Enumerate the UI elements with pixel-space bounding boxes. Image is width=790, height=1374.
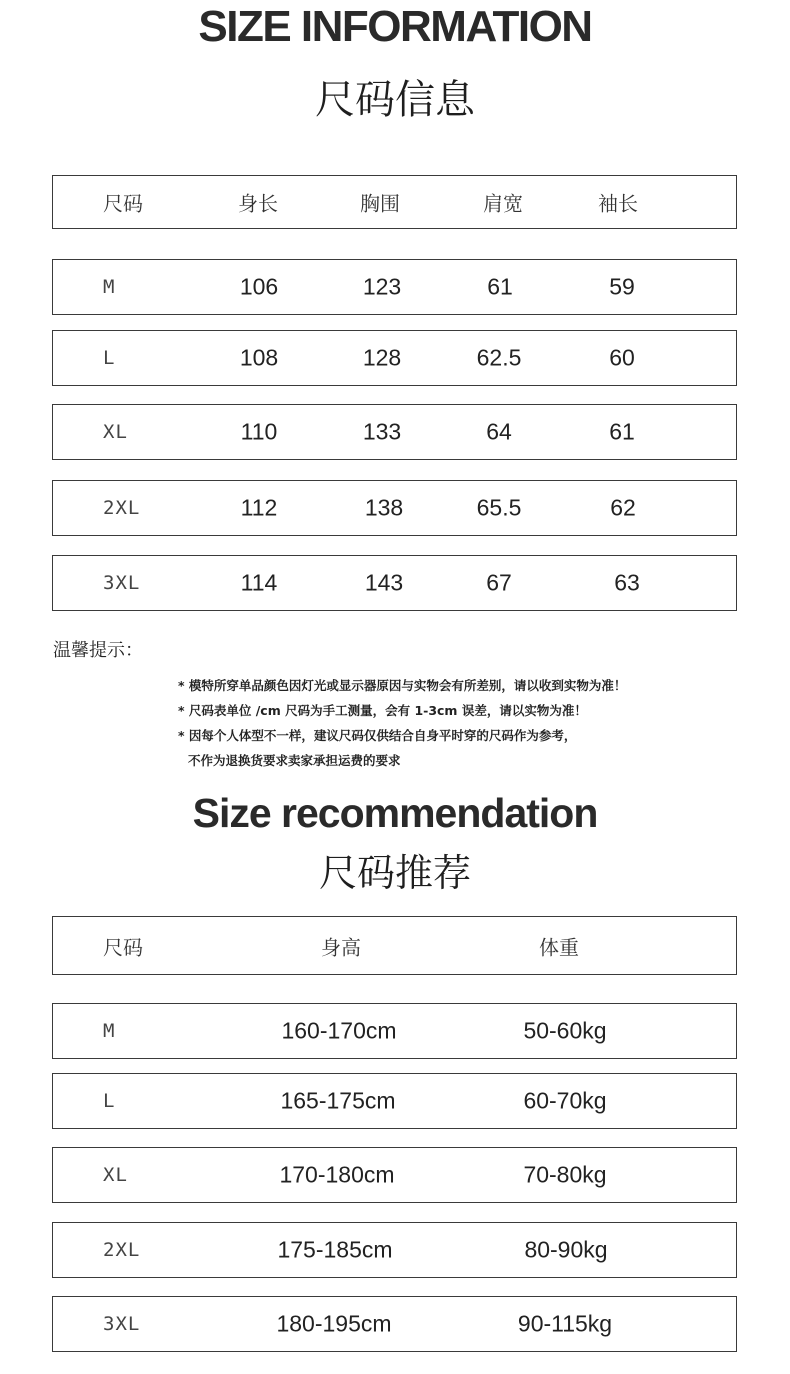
header-size: 尺码	[103, 188, 143, 217]
size-info-row	[52, 404, 737, 460]
header-size: 尺码	[103, 931, 143, 960]
shoulder-value: 67	[486, 570, 512, 597]
header-chest: 胸围	[360, 188, 400, 217]
shoulder-value: 64	[486, 419, 512, 446]
size-rec-row	[52, 1003, 737, 1059]
header-length: 身长	[238, 188, 278, 217]
size-label: 3XL	[103, 1313, 140, 1335]
size-rec-header-row	[52, 916, 737, 975]
size-rec-row	[52, 1222, 737, 1278]
header-weight: 体重	[539, 931, 579, 960]
tips-line: 不作为退换货要求卖家承担运费的要求	[178, 748, 626, 773]
size-rec-row	[52, 1147, 737, 1203]
size-info-title-en: SIZE INFORMATION	[0, 2, 790, 52]
sleeve-value: 61	[609, 419, 635, 446]
size-label: 3XL	[103, 572, 140, 594]
height-value: 180-195cm	[276, 1311, 391, 1338]
size-info-header-row	[52, 175, 737, 229]
sleeve-value: 60	[609, 345, 635, 372]
height-value: 160-170cm	[281, 1018, 396, 1045]
header-height: 身高	[321, 931, 361, 960]
chest-value: 128	[363, 345, 401, 372]
weight-value: 80-90kg	[524, 1237, 607, 1264]
chest-value: 123	[363, 274, 401, 301]
sleeve-value: 63	[614, 570, 640, 597]
shoulder-value: 61	[487, 274, 513, 301]
tips-line: * 尺码表单位 /cm 尺码为手工测量，会有 1-3cm 误差，请以实物为准！	[178, 698, 626, 723]
shoulder-value: 62.5	[477, 345, 522, 372]
weight-value: 90-115kg	[518, 1311, 612, 1338]
chest-value: 133	[363, 419, 401, 446]
tips-line: * 因每个人体型不一样，建议尺码仅供结合自身平时穿的尺码作为参考，	[178, 723, 626, 748]
sleeve-value: 62	[610, 495, 636, 522]
length-value: 110	[241, 419, 278, 446]
chest-value: 138	[365, 495, 403, 522]
weight-value: 50-60kg	[523, 1018, 606, 1045]
size-label: XL	[103, 1164, 128, 1186]
size-label: M	[103, 276, 115, 298]
size-info-row	[52, 330, 737, 386]
height-value: 170-180cm	[279, 1162, 394, 1189]
header-sleeve: 袖长	[598, 188, 638, 217]
length-value: 112	[241, 495, 278, 522]
length-value: 106	[240, 274, 278, 301]
height-value: 175-185cm	[277, 1237, 392, 1264]
tips-list	[178, 673, 626, 773]
tips-title: 温馨提示：	[53, 636, 143, 662]
size-label: 2XL	[103, 1239, 140, 1261]
size-info-title-cn: 尺码信息	[0, 68, 790, 125]
chest-value: 143	[365, 570, 403, 597]
size-label: XL	[103, 421, 128, 443]
header-shoulder: 肩宽	[483, 188, 523, 217]
size-rec-row	[52, 1073, 737, 1129]
size-rec-row	[52, 1296, 737, 1352]
size-label: M	[103, 1020, 115, 1042]
weight-value: 60-70kg	[523, 1088, 606, 1115]
size-info-row	[52, 480, 737, 536]
size-label: L	[103, 1090, 115, 1112]
size-label: L	[103, 347, 115, 369]
tips-line: * 模特所穿单品颜色因灯光或显示器原因与实物会有所差别，请以收到实物为准！	[178, 673, 626, 698]
length-value: 108	[240, 345, 278, 372]
length-value: 114	[241, 570, 278, 597]
height-value: 165-175cm	[280, 1088, 395, 1115]
sleeve-value: 59	[609, 274, 635, 301]
size-rec-title-en: Size recommendation	[0, 790, 790, 837]
size-info-row	[52, 555, 737, 611]
size-rec-title-cn: 尺码推荐	[0, 842, 790, 897]
size-label: 2XL	[103, 497, 140, 519]
weight-value: 70-80kg	[523, 1162, 606, 1189]
size-info-row	[52, 259, 737, 315]
shoulder-value: 65.5	[477, 495, 522, 522]
